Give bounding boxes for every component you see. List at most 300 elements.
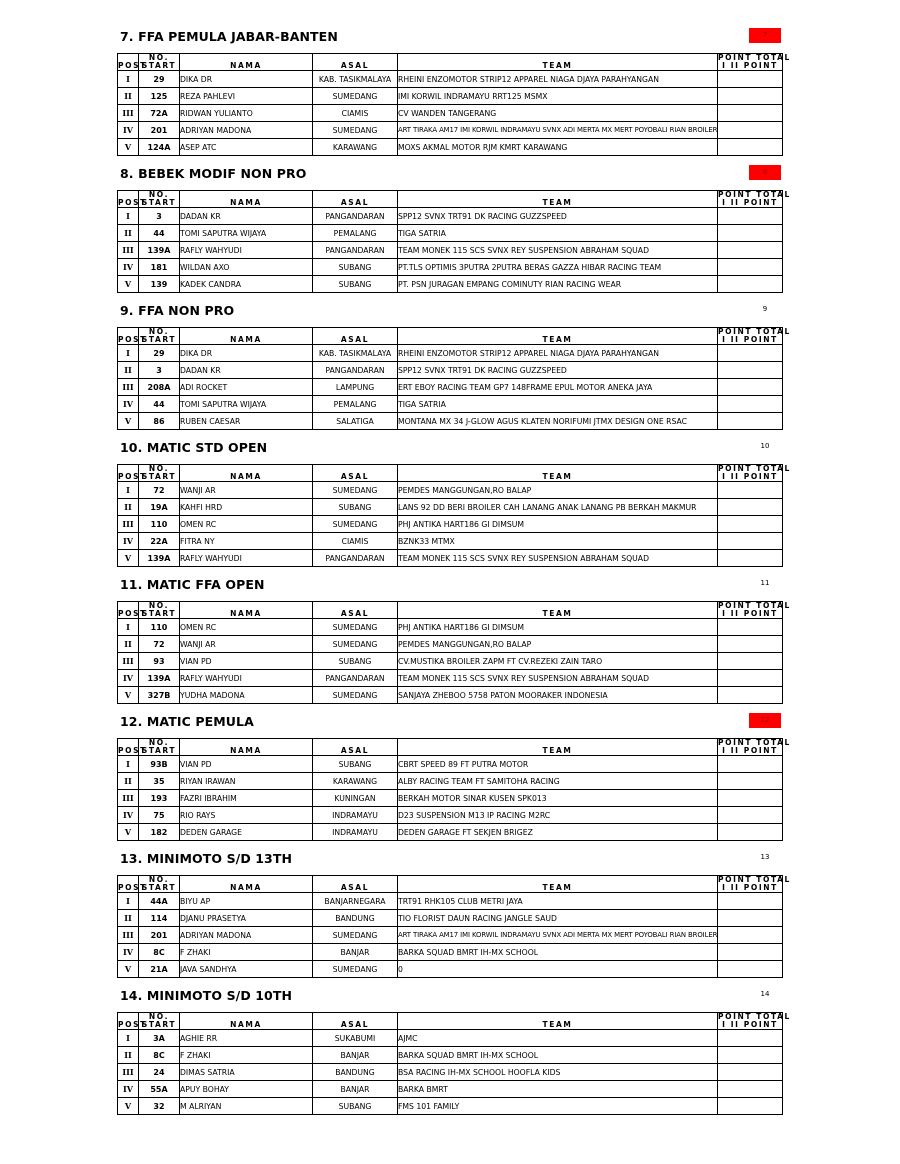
header-no-start: [139, 54, 180, 71]
table-header-row: [118, 876, 783, 893]
point-cell: [718, 807, 783, 824]
team-cell: TEAM MONEK 115 SCS SVNX REY SUSPENSION ABRAHAM SQUAD: [398, 670, 718, 687]
point-cell: [718, 139, 783, 156]
header-pos-text: POST: [118, 472, 147, 481]
rider-name-cell: YUDHA MADONA: [180, 687, 313, 704]
position-cell: II: [118, 636, 139, 653]
table-row: [118, 71, 783, 88]
header-pos-text: POST: [118, 61, 147, 70]
header-team: [398, 1013, 718, 1030]
position-cell: III: [118, 105, 139, 122]
position-cell: II: [118, 1047, 139, 1064]
team-cell: PT. PSN JURAGAN EMPANG COMINUTY RIAN RACING WEAR: [398, 276, 718, 293]
origin-cell: PANGANDARAN: [313, 362, 398, 379]
rider-name-cell: VIAN PD: [180, 653, 313, 670]
point-cell: [718, 910, 783, 927]
origin-cell: KAB. TASIKMALAYA: [313, 71, 398, 88]
table-row: [118, 482, 783, 499]
point-cell: [718, 1064, 783, 1081]
class-number-badge: 11: [760, 579, 770, 587]
point-cell: [718, 516, 783, 533]
position-cell: II: [118, 88, 139, 105]
table-row: [118, 687, 783, 704]
results-table: [117, 738, 791, 841]
header-team: [398, 876, 718, 893]
position-cell: II: [118, 910, 139, 927]
class-number-badge: 8: [749, 165, 781, 180]
header-asal: [313, 54, 398, 71]
header-pos-text: POST: [118, 335, 147, 344]
position-cell: I: [118, 756, 139, 773]
point-cell: [718, 105, 783, 122]
team-cell: MONTANA MX 34 J-GLOW AGUS KLATEN NORIFUMI JTMX DESIGN ONE RSAC: [398, 413, 718, 430]
results-table: [117, 53, 791, 156]
header-pos: [118, 191, 147, 208]
header-team-text: TEAM: [542, 61, 573, 70]
table-row: [118, 1081, 783, 1098]
header-nama-text: NAMA: [230, 61, 262, 70]
start-number-cell: 55A: [139, 1081, 180, 1098]
header-no-start-text: NO.: [148, 53, 170, 62]
header-asal: [313, 602, 398, 619]
section-title-row: [117, 713, 783, 738]
point-cell: [718, 345, 783, 362]
origin-cell: CIAMIS: [313, 533, 398, 550]
header-asal-text: ASAL: [340, 198, 370, 207]
header-asal-text: ASAL: [340, 1020, 370, 1029]
header-team-text: TEAM: [542, 472, 573, 481]
origin-cell: PEMALANG: [313, 225, 398, 242]
team-cell: PEMDES MANGGUNGAN,RO BALAP: [398, 636, 718, 653]
section-title: 14. MINIMOTO S/D 10TH: [120, 988, 293, 1003]
table-row: [118, 122, 783, 139]
start-number-cell: 181: [139, 259, 180, 276]
rider-name-cell: OMEN RC: [180, 516, 313, 533]
header-no-start-text: START: [141, 746, 177, 755]
header-team-text: TEAM: [542, 335, 573, 344]
results-table: [117, 327, 791, 430]
table-row: [118, 413, 783, 430]
header-point-total-text: I II POINT: [722, 1020, 778, 1029]
section-title: 9. FFA NON PRO: [120, 303, 235, 318]
header-no-start: [139, 1013, 180, 1030]
table-header-row: [118, 191, 783, 208]
rider-name-cell: F ZHAKI: [180, 1047, 313, 1064]
origin-cell: INDRAMAYU: [313, 824, 398, 841]
team-cell: RHEINI ENZOMOTOR STRIP12 APPAREL NIAGA DJAYA PARAHYANGAN: [398, 71, 718, 88]
origin-cell: KAB. TASIKMALAYA: [313, 345, 398, 362]
team-cell: D23 SUSPENSION M13 IP RACING M2RC: [398, 807, 718, 824]
header-pos-text: POST: [118, 609, 147, 618]
point-cell: [718, 379, 783, 396]
header-pos: [118, 876, 147, 893]
header-no-start-text: START: [141, 609, 177, 618]
start-number-cell: 3: [139, 208, 180, 225]
start-number-cell: 114: [139, 910, 180, 927]
rider-name-cell: ADRIYAN MADONA: [180, 927, 313, 944]
class-number-badge: 7: [749, 28, 781, 43]
result-section: [117, 302, 791, 439]
table-row: [118, 944, 783, 961]
start-number-cell: 29: [139, 345, 180, 362]
point-cell: [718, 653, 783, 670]
origin-cell: SUMEDANG: [313, 516, 398, 533]
team-cell: AJMC: [398, 1030, 718, 1047]
position-cell: II: [118, 773, 139, 790]
table-header-row: [118, 328, 783, 345]
rider-name-cell: DIMAS SATRIA: [180, 1064, 313, 1081]
origin-cell: PANGANDARAN: [313, 670, 398, 687]
position-cell: V: [118, 1098, 139, 1115]
point-cell: [718, 619, 783, 636]
section-title-row: [117, 302, 783, 327]
table-row: [118, 1047, 783, 1064]
team-cell: PT.TLS OPTIMIS 3PUTRA 2PUTRA BERAS GAZZA HIBAR RACING TEAM: [398, 259, 718, 276]
header-no-start: [139, 191, 180, 208]
team-cell: TIGA SATRIA: [398, 396, 718, 413]
position-cell: IV: [118, 807, 139, 824]
point-cell: [718, 790, 783, 807]
origin-cell: SALATIGA: [313, 413, 398, 430]
rider-name-cell: RAFLY WAHYUDI: [180, 550, 313, 567]
result-section: [117, 165, 791, 302]
table-row: [118, 139, 783, 156]
header-asal: [313, 465, 398, 482]
header-pos: [118, 602, 147, 619]
position-cell: II: [118, 225, 139, 242]
origin-cell: SUBANG: [313, 653, 398, 670]
header-point-total-text: I II POINT: [722, 472, 778, 481]
start-number-cell: 72A: [139, 105, 180, 122]
point-cell: [718, 88, 783, 105]
header-nama: [180, 739, 313, 756]
table-row: [118, 670, 783, 687]
table-header-row: [118, 739, 783, 756]
header-team: [398, 54, 718, 71]
team-cell: TIO FLORIST DAUN RACING JANGLE SAUD: [398, 910, 718, 927]
start-number-cell: 3A: [139, 1030, 180, 1047]
header-nama-text: NAMA: [230, 746, 262, 755]
header-no-start: [139, 602, 180, 619]
header-point-total-text: POINT TOTAL: [718, 1012, 791, 1021]
point-cell: [718, 259, 783, 276]
origin-cell: SUMEDANG: [313, 636, 398, 653]
team-cell: PHJ ANTIKA HART186 GI DIMSUM: [398, 516, 718, 533]
result-section: [117, 987, 791, 1124]
header-no-start-text: NO.: [148, 601, 170, 610]
table-row: [118, 88, 783, 105]
position-cell: III: [118, 927, 139, 944]
start-number-cell: 44: [139, 225, 180, 242]
table-row: [118, 773, 783, 790]
results-table: [117, 1012, 791, 1115]
result-section: [117, 576, 791, 713]
start-number-cell: 139A: [139, 670, 180, 687]
header-asal-text: ASAL: [340, 472, 370, 481]
rider-name-cell: RIDWAN YULIANTO: [180, 105, 313, 122]
table-row: [118, 242, 783, 259]
table-row: [118, 499, 783, 516]
header-nama: [180, 1013, 313, 1030]
header-team-text: TEAM: [542, 746, 573, 755]
rider-name-cell: DADAN KR: [180, 208, 313, 225]
header-nama: [180, 328, 313, 345]
header-pos: [118, 328, 147, 345]
start-number-cell: 125: [139, 88, 180, 105]
start-number-cell: 8C: [139, 944, 180, 961]
position-cell: III: [118, 242, 139, 259]
start-number-cell: 44A: [139, 893, 180, 910]
header-team: [398, 465, 718, 482]
rider-name-cell: DEDEN GARAGE: [180, 824, 313, 841]
team-cell: PHJ ANTIKA HART186 GI DIMSUM: [398, 619, 718, 636]
header-nama-text: NAMA: [230, 1020, 262, 1029]
team-cell: 0: [398, 961, 718, 978]
class-number-badge: 12: [749, 713, 781, 728]
table-row: [118, 619, 783, 636]
header-point-total-text: I II POINT: [722, 198, 778, 207]
position-cell: V: [118, 550, 139, 567]
rider-name-cell: FITRA NY: [180, 533, 313, 550]
position-cell: I: [118, 893, 139, 910]
header-no-start-text: START: [141, 198, 177, 207]
class-number-badge: 13: [760, 853, 770, 861]
point-cell: [718, 122, 783, 139]
table-row: [118, 893, 783, 910]
origin-cell: KUNINGAN: [313, 790, 398, 807]
rider-name-cell: DJANU PRASETYA: [180, 910, 313, 927]
rider-name-cell: RIYAN IRAWAN: [180, 773, 313, 790]
position-cell: IV: [118, 670, 139, 687]
start-number-cell: 86: [139, 413, 180, 430]
team-cell: PEMDES MANGGUNGAN,RO BALAP: [398, 482, 718, 499]
header-nama: [180, 54, 313, 71]
header-no-start-text: START: [141, 883, 177, 892]
point-cell: [718, 687, 783, 704]
header-team: [398, 191, 718, 208]
position-cell: IV: [118, 122, 139, 139]
position-cell: III: [118, 516, 139, 533]
section-title: 10. MATIC STD OPEN: [120, 440, 268, 455]
origin-cell: BANJAR: [313, 1047, 398, 1064]
origin-cell: PANGANDARAN: [313, 242, 398, 259]
start-number-cell: 201: [139, 927, 180, 944]
header-pos-text: POST: [118, 883, 147, 892]
header-nama-text: NAMA: [230, 335, 262, 344]
section-title: 12. MATIC PEMULA: [120, 714, 254, 729]
origin-cell: PANGANDARAN: [313, 208, 398, 225]
position-cell: III: [118, 653, 139, 670]
table-row: [118, 1064, 783, 1081]
origin-cell: SUBANG: [313, 499, 398, 516]
header-team-text: TEAM: [542, 198, 573, 207]
table-row: [118, 345, 783, 362]
start-number-cell: 139A: [139, 550, 180, 567]
section-title: 7. FFA PEMULA JABAR-BANTEN: [120, 29, 338, 44]
team-cell: FMS 101 FAMILY: [398, 1098, 718, 1115]
position-cell: IV: [118, 259, 139, 276]
table-row: [118, 910, 783, 927]
rider-name-cell: RIO RAYS: [180, 807, 313, 824]
team-cell: TEAM MONEK 115 SCS SVNX REY SUSPENSION ABRAHAM SQUAD: [398, 242, 718, 259]
header-asal-text: ASAL: [340, 746, 370, 755]
header-pos-text: POST: [118, 746, 147, 755]
rider-name-cell: OMEN RC: [180, 619, 313, 636]
header-point-total-text: I II POINT: [722, 335, 778, 344]
table-header-row: [118, 1013, 783, 1030]
team-cell: DEDEN GARAGE FT SEKJEN BRIGEZ: [398, 824, 718, 841]
table-row: [118, 636, 783, 653]
table-row: [118, 653, 783, 670]
team-cell: SPP12 SVNX TRT91 DK RACING GUZZSPEED: [398, 208, 718, 225]
point-cell: [718, 927, 783, 944]
position-cell: V: [118, 824, 139, 841]
results-table: [117, 190, 791, 293]
header-team: [398, 602, 718, 619]
position-cell: I: [118, 1030, 139, 1047]
header-point-total: [718, 53, 791, 71]
table-row: [118, 807, 783, 824]
start-number-cell: 44: [139, 396, 180, 413]
header-no-start: [139, 876, 180, 893]
team-cell: IMI KORWIL INDRAMAYU RRT125 MSMX: [398, 88, 718, 105]
point-cell: [718, 1098, 783, 1115]
header-no-start-text: NO.: [148, 875, 170, 884]
rider-name-cell: AGHIE RR: [180, 1030, 313, 1047]
origin-cell: BANJAR: [313, 1081, 398, 1098]
table-row: [118, 396, 783, 413]
section-title-row: [117, 576, 783, 601]
position-cell: I: [118, 345, 139, 362]
rider-name-cell: DIKA DR: [180, 71, 313, 88]
point-cell: [718, 824, 783, 841]
position-cell: V: [118, 961, 139, 978]
position-cell: IV: [118, 944, 139, 961]
header-no-start-text: NO.: [148, 327, 170, 336]
rider-name-cell: VIAN PD: [180, 756, 313, 773]
position-cell: V: [118, 413, 139, 430]
header-no-start: [139, 465, 180, 482]
start-number-cell: 182: [139, 824, 180, 841]
header-point-total-text: POINT TOTAL: [718, 327, 791, 336]
results-table: [117, 601, 791, 704]
point-cell: [718, 961, 783, 978]
origin-cell: CIAMIS: [313, 105, 398, 122]
position-cell: III: [118, 790, 139, 807]
rider-name-cell: TOMI SAPUTRA WIJAYA: [180, 225, 313, 242]
position-cell: III: [118, 1064, 139, 1081]
table-row: [118, 105, 783, 122]
rider-name-cell: ASEP ATC: [180, 139, 313, 156]
point-cell: [718, 396, 783, 413]
team-cell: TIGA SATRIA: [398, 225, 718, 242]
table-header-row: [118, 54, 783, 71]
start-number-cell: 22A: [139, 533, 180, 550]
origin-cell: SUMEDANG: [313, 961, 398, 978]
start-number-cell: 75: [139, 807, 180, 824]
start-number-cell: 72: [139, 636, 180, 653]
point-cell: [718, 670, 783, 687]
position-cell: II: [118, 499, 139, 516]
origin-cell: SUBANG: [313, 259, 398, 276]
header-no-start-text: NO.: [148, 1012, 170, 1021]
start-number-cell: 139A: [139, 242, 180, 259]
rider-name-cell: REZA PAHLEVI: [180, 88, 313, 105]
header-asal: [313, 739, 398, 756]
header-asal-text: ASAL: [340, 883, 370, 892]
origin-cell: BANDUNG: [313, 1064, 398, 1081]
team-cell: ART TIRAKA AM17 IMI KORWIL INDRAMAYU SVNX ADI MERTA MX MERT POYOBALI RIAN BROILER: [398, 122, 718, 139]
team-cell: BARKA SQUAD BMRT IH-MX SCHOOL: [398, 1047, 718, 1064]
result-section: [117, 713, 791, 850]
section-title: 11. MATIC FFA OPEN: [120, 577, 265, 592]
start-number-cell: 3: [139, 362, 180, 379]
header-nama: [180, 876, 313, 893]
start-number-cell: 93B: [139, 756, 180, 773]
header-pos-text: POST: [118, 1020, 147, 1029]
rider-name-cell: WANJI AR: [180, 482, 313, 499]
point-cell: [718, 944, 783, 961]
team-cell: BSA RACING IH-MX SCHOOL HOOFLA KIDS: [398, 1064, 718, 1081]
team-cell: SANJAYA ZHEBOO 5758 PATON MOORAKER INDONESIA: [398, 687, 718, 704]
team-cell: CV WANDEN TANGERANG: [398, 105, 718, 122]
results-sheet: [117, 28, 791, 1124]
rider-name-cell: KADEK CANDRA: [180, 276, 313, 293]
team-cell: ERT EBOY RACING TEAM GP7 148FRAME EPUL MOTOR ANEKA JAYA: [398, 379, 718, 396]
header-team: [398, 328, 718, 345]
table-row: [118, 756, 783, 773]
header-nama: [180, 465, 313, 482]
class-number-badge: 10: [760, 442, 770, 450]
point-cell: [718, 276, 783, 293]
origin-cell: SUMEDANG: [313, 482, 398, 499]
team-cell: ALBY RACING TEAM FT SAMITOHA RACING: [398, 773, 718, 790]
rider-name-cell: RAFLY WAHYUDI: [180, 242, 313, 259]
position-cell: V: [118, 687, 139, 704]
header-nama: [180, 602, 313, 619]
table-row: [118, 790, 783, 807]
point-cell: [718, 225, 783, 242]
team-cell: MOXS AKMAL MOTOR RJM KMRT KARAWANG: [398, 139, 718, 156]
position-cell: III: [118, 379, 139, 396]
header-no-start-text: NO.: [148, 190, 170, 199]
start-number-cell: 327B: [139, 687, 180, 704]
start-number-cell: 124A: [139, 139, 180, 156]
class-number-badge: 14: [760, 990, 770, 998]
header-team-text: TEAM: [542, 609, 573, 618]
start-number-cell: 72: [139, 482, 180, 499]
table-row: [118, 259, 783, 276]
point-cell: [718, 533, 783, 550]
header-point-total: [718, 1012, 791, 1030]
point-cell: [718, 1030, 783, 1047]
rider-name-cell: DADAN KR: [180, 362, 313, 379]
rider-name-cell: BIYU AP: [180, 893, 313, 910]
start-number-cell: 208A: [139, 379, 180, 396]
point-cell: [718, 636, 783, 653]
team-cell: CV.MUSTIKA BROILER ZAPM FT CV.REZEKI ZAIN TARO: [398, 653, 718, 670]
origin-cell: KARAWANG: [313, 139, 398, 156]
header-point-total: [718, 327, 791, 345]
rider-name-cell: ADRIYAN MADONA: [180, 122, 313, 139]
table-row: [118, 225, 783, 242]
header-point-total: [718, 738, 791, 756]
table-row: [118, 533, 783, 550]
header-asal-text: ASAL: [340, 61, 370, 70]
team-cell: ART TIRAKA AM17 IMI KORWIL INDRAMAYU SVNX ADI MERTA MX MERT POYOBALI RIAN BROILER: [398, 927, 718, 944]
point-cell: [718, 208, 783, 225]
header-point-total-text: I II POINT: [722, 61, 778, 70]
